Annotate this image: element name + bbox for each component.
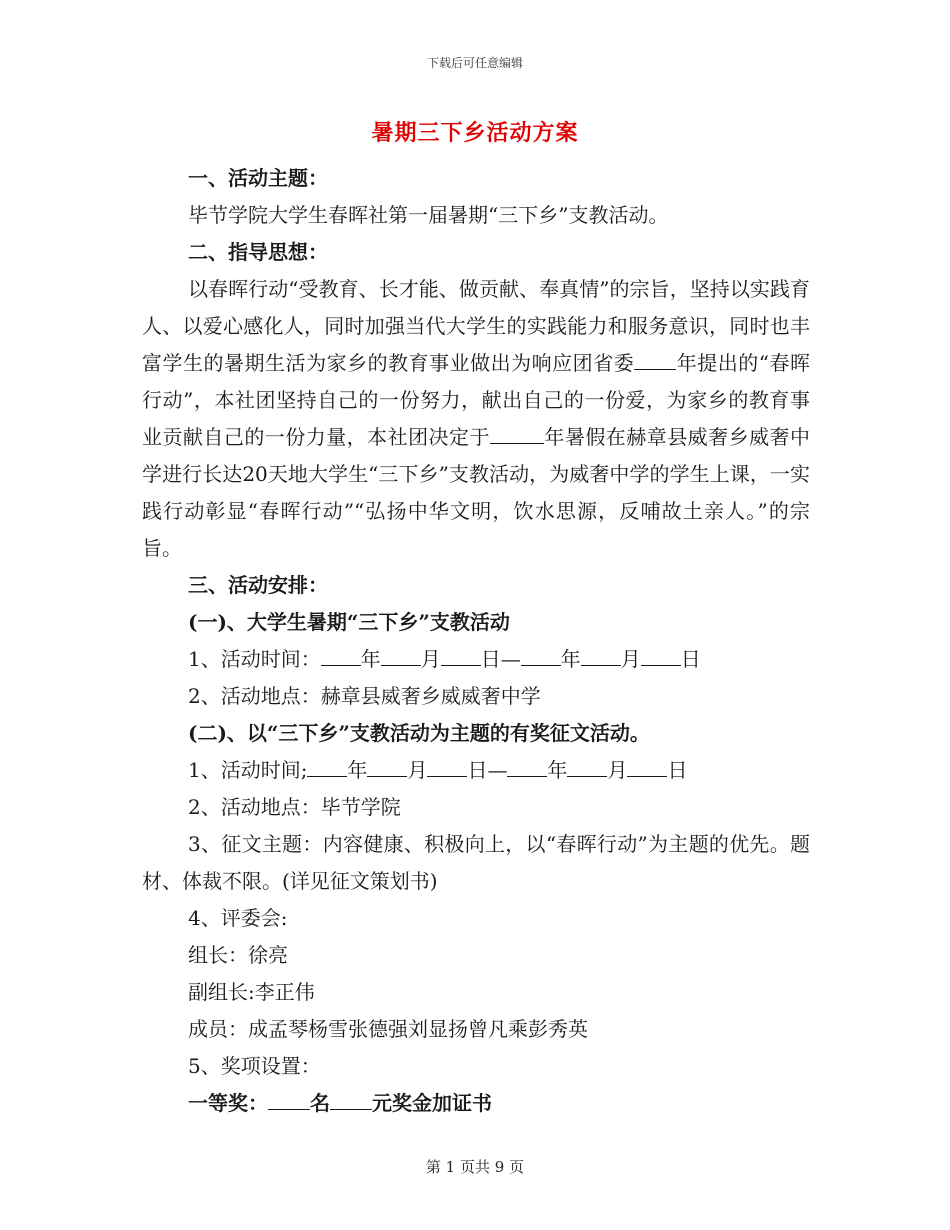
- unit: 年: [360, 647, 381, 671]
- paragraph: 毕节学院大学生春晖社第一届暑期“三下乡”支教活动。: [188, 203, 669, 227]
- unit: 名: [310, 1091, 330, 1115]
- blank-underline: [427, 758, 467, 777]
- activity-place-line: 2、活动地点：毕节学院: [188, 795, 401, 819]
- page-footer: 第 1 页共 9 页: [425, 1158, 525, 1176]
- essay-theme-paragraph: 3、征文主题：内容健康、积极向上，以“春晖行动”为主题的优先。题材、体裁不限。(详见征文策划书): [142, 832, 810, 893]
- unit: 月: [407, 758, 428, 782]
- unit: 日: [467, 758, 488, 782]
- unit: 月: [607, 758, 628, 782]
- dash: —: [500, 647, 521, 671]
- blank-underline: [307, 758, 347, 777]
- blank-underline: [330, 1091, 372, 1110]
- section-heading: 三、活动安排：: [188, 573, 328, 597]
- awards-heading: 5、奖项设置：: [188, 1054, 321, 1078]
- unit: 月: [420, 647, 441, 671]
- label: 1、活动时间：: [188, 647, 321, 671]
- jury-members: 成员：成孟琴杨雪张德强刘显扬曾凡乘彭秀英: [188, 1017, 588, 1041]
- blank-underline: [521, 647, 561, 666]
- dash: —: [487, 758, 508, 782]
- blank-underline: [641, 647, 681, 666]
- jury-vice-leader: 副组长:李正伟: [188, 980, 315, 1004]
- jury-leader: 组长：徐亮: [188, 943, 288, 967]
- page-header: 下载后可任意编辑: [426, 56, 523, 70]
- text: 元奖金加证书: [372, 1091, 492, 1115]
- first-prize-line: [142, 1085, 810, 1122]
- unit: 日: [480, 647, 501, 671]
- paragraph-guiding-thought: [142, 271, 810, 567]
- blank-underline: [490, 425, 544, 444]
- blank-underline: [634, 351, 676, 370]
- blank-underline: [268, 1091, 310, 1110]
- unit: 年: [560, 647, 581, 671]
- subsection-heading: (二)、以“三下乡”支教活动为主题的有奖征文活动。: [188, 721, 650, 745]
- blank-underline: [507, 758, 547, 777]
- unit: 年: [347, 758, 368, 782]
- section-heading: 二、指导思想：: [188, 240, 328, 264]
- activity-place-line: 2、活动地点：赫章县威奢乡威威奢中学: [188, 684, 541, 708]
- unit: 年: [547, 758, 568, 782]
- blank-underline: [381, 647, 421, 666]
- label: 一等奖：: [188, 1091, 268, 1115]
- blank-underline: [581, 647, 621, 666]
- activity-time-line: [142, 752, 810, 789]
- activity-time-line: [142, 641, 810, 678]
- document-body: [142, 160, 810, 1122]
- blank-underline: [367, 758, 407, 777]
- label: 1、活动时间;: [188, 758, 308, 782]
- unit: 日: [667, 758, 688, 782]
- subsection-heading: (一)、大学生暑期“三下乡”支教活动: [188, 610, 510, 634]
- blank-underline: [567, 758, 607, 777]
- section-heading: 一、活动主题：: [188, 166, 328, 190]
- unit: 月: [620, 647, 641, 671]
- document-title: 暑期三下乡活动方案: [371, 120, 579, 146]
- jury-heading: 4、评委会:: [188, 906, 288, 930]
- blank-underline: [321, 647, 361, 666]
- unit: 日: [680, 647, 701, 671]
- paragraph-text: 年暑假在赫章县威奢乡威奢中学进行长达20天地大学生“三下乡”支教活动，为威奢中学的学生上课，一实践行动彰显“春晖行动”“弘扬中华文明，饮水思源，反哺故土亲人。”的宗旨。: [142, 425, 811, 560]
- paragraph-text: 年提出的“春晖行动”，本社团坚持自己的一份努力，献出自己的一份爱，为家乡的教育事业贡献自己的一份力量，本社团决定于: [142, 351, 811, 449]
- blank-underline: [627, 758, 667, 777]
- blank-underline: [441, 647, 481, 666]
- paragraph-text: 以春晖行动“受教育、长才能、做贡献、奉真情”的宗旨，坚持以实践育人、以爱心感化人，同时加强当代大学生的实践能力和服务意识，同时也丰富学生的暑期生活为家乡的教育事业做出为响应团省委: [142, 277, 810, 375]
